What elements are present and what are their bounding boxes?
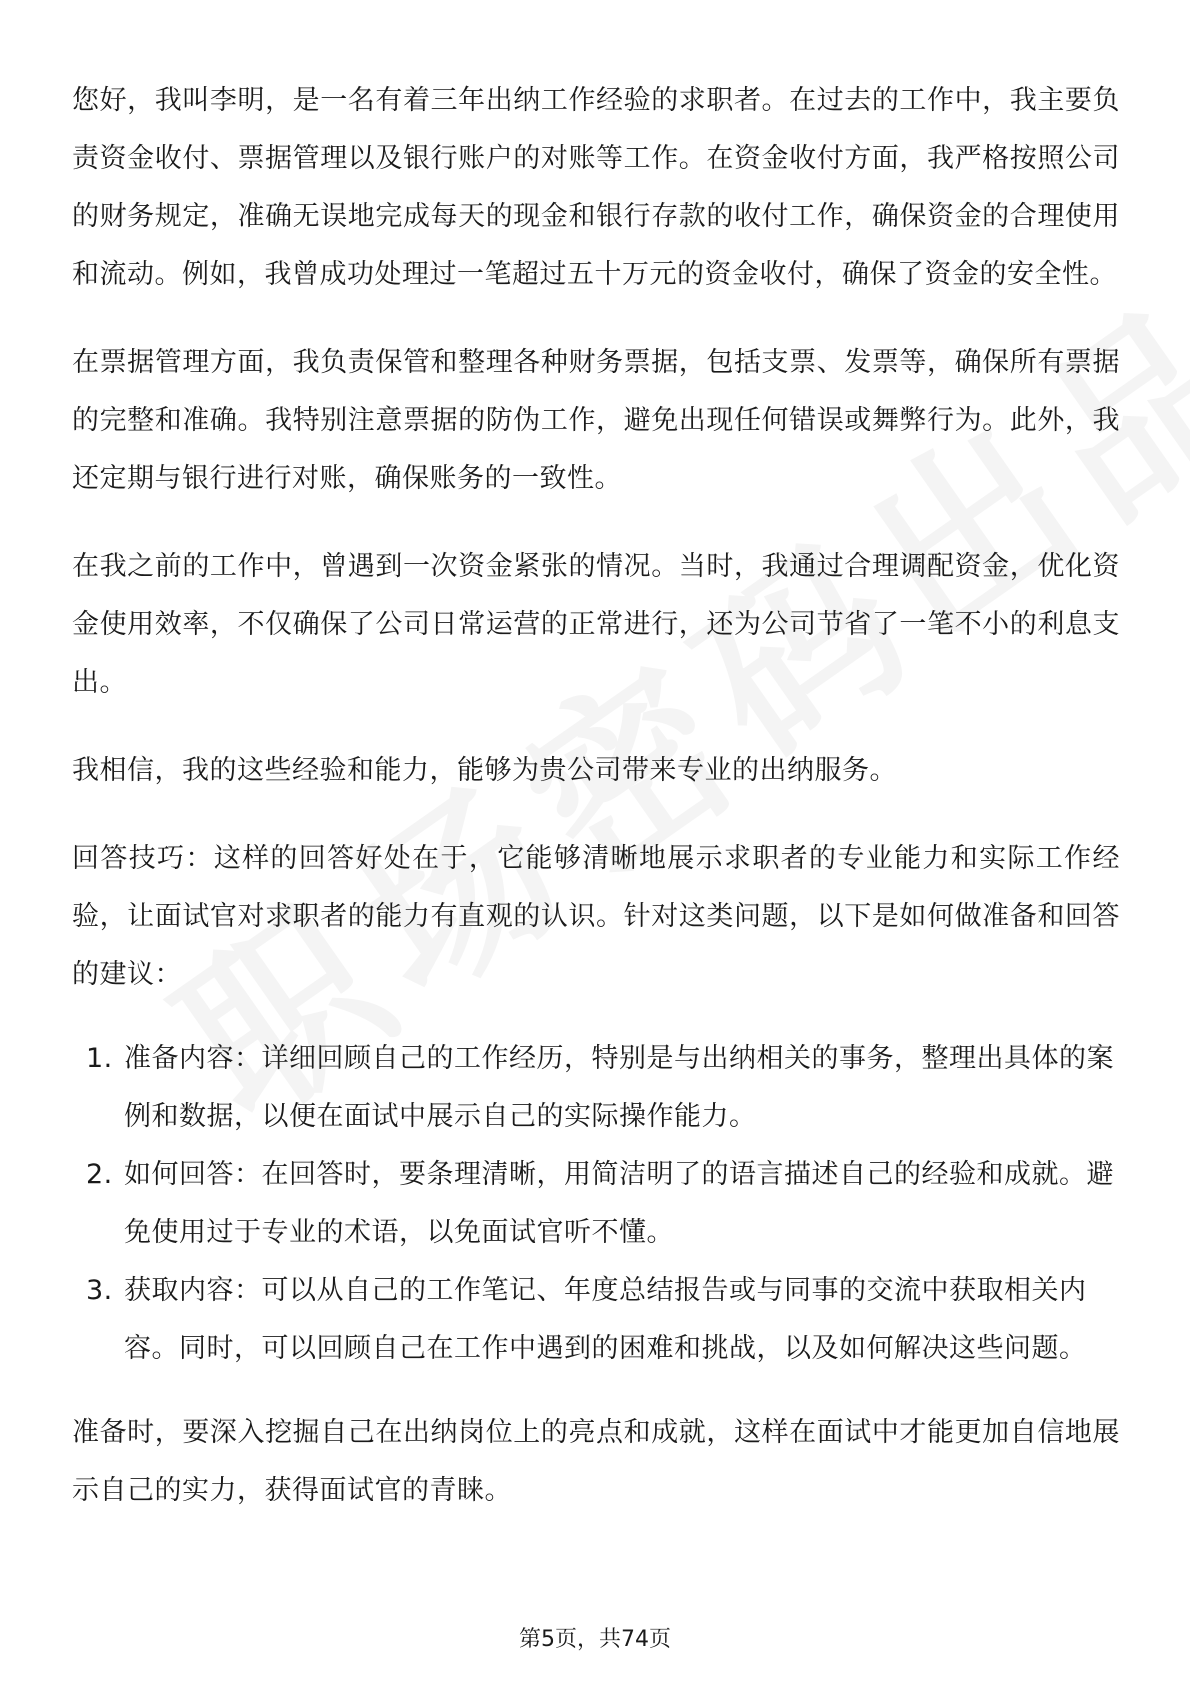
paragraph-belief: 我相信，我的这些经验和能力，能够为贵公司带来专业的出纳服务。 <box>72 755 897 786</box>
list-item-text: 准备内容：详细回顾自己的工作经历，特别是与出纳相关的事务，整理出具体的案例和数据，以便在面试中展示自己的实际操作能力。 <box>124 1043 1114 1132</box>
list-item-text: 获取内容：可以从自己的工作笔记、年度总结报告或与同事的交流中获取相关内容。同时，可以回顾自己在工作中遇到的困难和挑战，以及如何解决这些问题。 <box>124 1275 1087 1364</box>
paragraph-funds: 在我之前的工作中，曾遇到一次资金紧张的情况。当时，我通过合理调配资金，优化资金使用效率，不仅确保了公司日常运营的正常进行，还为公司节省了一笔不小的利息支出。 <box>72 551 1120 698</box>
list-item <box>72 1146 1120 1262</box>
list-item-number: 2. <box>86 1159 113 1190</box>
list-item <box>72 1030 1120 1146</box>
paragraph-intro: 您好，我叫李明，是一名有着三年出纳工作经验的求职者。在过去的工作中，我主要负责资金收付、票据管理以及银行账户的对账等工作。在资金收付方面，我严格按照公司的财务规定，准确无误地完成每天的现金和银行存款的收付工作，确保资金的合理使用和流动。例如，我曾成功处理过一笔超过五十万元的资金收付，确保了资金的安全性。 <box>72 85 1120 290</box>
list-item-text: 如何回答：在回答时，要条理清晰，用简洁明了的语言描述自己的经验和成就。避免使用过于专业的术语，以免面试官听不懂。 <box>124 1159 1114 1248</box>
list-item-number: 1. <box>86 1043 113 1074</box>
list-item <box>72 1262 1120 1378</box>
paragraph-bills: 在票据管理方面，我负责保管和整理各种财务票据，包括支票、发票等，确保所有票据的完整和准确。我特别注意票据的防伪工作，避免出现任何错误或舞弊行为。此外，我还定期与银行进行对账，确保账务的一致性。 <box>72 347 1120 494</box>
paragraph-tips-intro: 回答技巧：这样的回答好处在于，它能够清晰地展示求职者的专业能力和实际工作经验，让面试官对求职者的能力有直观的认识。针对这类问题，以下是如何做准备和回答的建议： <box>72 843 1120 990</box>
tips-list <box>72 1030 1120 1378</box>
document-page <box>72 72 1120 1550</box>
paragraph-closing: 准备时，要深入挖掘自己在出纳岗位上的亮点和成就，这样在面试中才能更加自信地展示自己的实力，获得面试官的青睐。 <box>72 1417 1120 1506</box>
list-item-number: 3. <box>86 1275 113 1306</box>
page-number: 第5页，共74页 <box>519 1627 671 1652</box>
